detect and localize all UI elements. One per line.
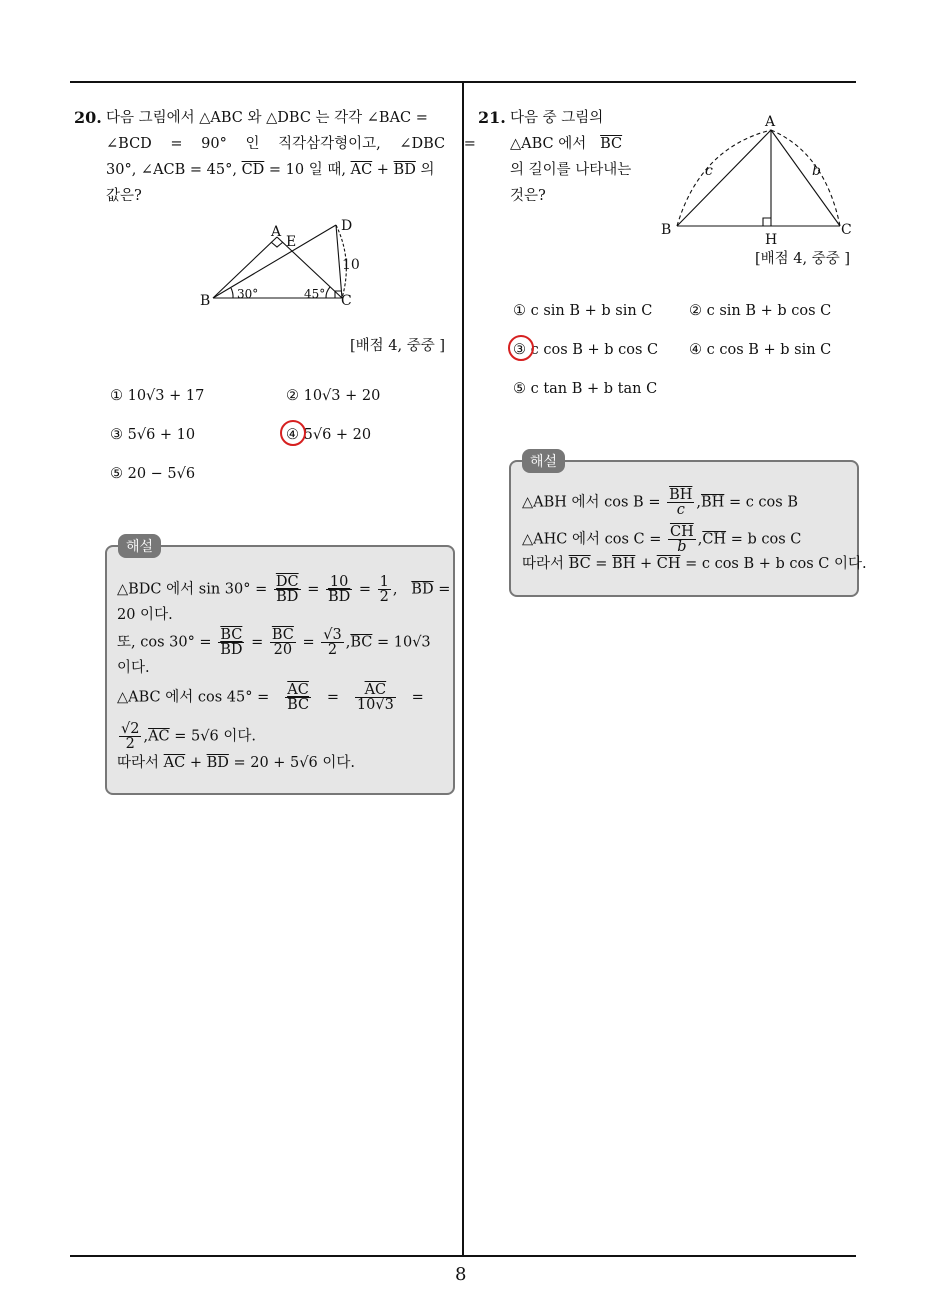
label-b: B <box>200 293 211 309</box>
q20-number: 20. <box>74 108 102 127</box>
label-b: B <box>661 222 672 238</box>
q20-score: [배점 4, 중중 ] <box>350 338 446 354</box>
q21-sol-line3 <box>522 551 867 577</box>
sol-text: △ABH 에서 cos B = <box>522 494 661 511</box>
fraction <box>321 628 343 657</box>
fraction-numerator: $\overline{BC}$ <box>271 627 294 643</box>
seg-bc: $\overline{BC}$ <box>568 556 591 572</box>
q20-sol-line3: 또, cos 30° = $\frac{\overline{BC}}{BD}$ = $\frac{\overline{BC}}{20}$ = $\frac{√3}{2}$ $,\overline{BC} = 10√3$ <box>117 627 431 658</box>
equals: = <box>438 581 451 598</box>
fraction-denominator: 10√3 <box>356 697 394 713</box>
fraction-numerator: $\overline{AC}$ <box>355 683 396 698</box>
sol-text: △AHC 에서 cos C = <box>522 531 662 548</box>
fraction-numerator: √2 <box>121 721 140 737</box>
fraction <box>274 575 301 604</box>
q20-choice-3[interactable]: ③ 5√6 + 10 <box>110 427 196 443</box>
q21-score: [배점 4, 중중 ] <box>755 251 851 267</box>
fraction-denominator: 2 <box>125 736 135 752</box>
fraction-denominator: 2 <box>379 589 389 605</box>
q21-number: 21. <box>478 108 506 127</box>
sol-text: = b cos C <box>730 531 802 548</box>
fraction-denominator: BD <box>220 642 243 658</box>
q20-sol-line7 <box>117 750 355 776</box>
q20-sol-line2: 20 이다. <box>117 607 173 623</box>
sol-text: 따라서 <box>117 755 160 771</box>
comma: , <box>392 581 398 598</box>
plus-sign: + <box>376 162 389 178</box>
seg-bd: $\overline{BD}$ <box>206 755 229 771</box>
q21-triangle-figure <box>655 108 860 248</box>
fraction <box>119 722 141 751</box>
fraction-denominator: 20 <box>273 642 293 658</box>
sol-text: = 10√3 <box>376 634 431 651</box>
page-number: 8 <box>455 1264 467 1285</box>
fraction-numerator: $\overline{DC}$ <box>275 574 299 590</box>
sol-text: △BDC 에서 sin 30° = <box>117 581 268 598</box>
q20-stem-line3-start: 30°, ∠ACB = 45°, <box>106 162 237 178</box>
seg-ac: $\overline{AC}$ <box>163 755 186 771</box>
q21-sol-line2: △AHC 에서 cos C = $\frac{\overline{CH}}{b}$ $,\overline{CH} = b$ cos C <box>522 524 802 555</box>
label-h: H <box>765 232 778 248</box>
fraction <box>378 575 391 604</box>
q21-choice-2[interactable]: ② c sin B + b cos C <box>689 303 832 319</box>
q20-choice-1[interactable]: ① 10√3 + 17 <box>110 388 205 404</box>
q20-stem-line2: ∠BCD = 90° 인 직각삼각형이고, ∠DBC = <box>106 136 476 152</box>
q21-stem-line2 <box>510 131 622 157</box>
fraction-numerator: $\overline{BH}$ <box>669 487 693 503</box>
fraction-numerator: $\overline{CH}$ <box>669 524 694 540</box>
plus-sign: + <box>639 556 653 572</box>
column-divider <box>462 81 464 1257</box>
q21-choice-4[interactable]: ④ c cos B + b sin C <box>689 342 832 358</box>
sol-text: = 20 + 5√6 이다. <box>233 755 355 771</box>
q21-solution-tag: 해설 <box>522 449 565 473</box>
label-c: C <box>341 293 352 309</box>
sol-text: △ABC 에서 cos 45° = <box>117 689 270 706</box>
equals: = <box>307 581 320 598</box>
fraction-numerator: √3 <box>323 627 342 643</box>
fraction-denominator: BD <box>276 589 299 605</box>
label-angle-45: 45° <box>304 287 326 301</box>
label-side-b: b <box>812 163 821 179</box>
sol-text: = c cos B + b cos C 이다. <box>685 556 867 572</box>
fraction-denominator: BD <box>327 589 351 605</box>
fraction-denominator: BC <box>287 697 310 713</box>
equals: = <box>595 556 608 572</box>
equals: = <box>358 581 372 598</box>
q20-sol-line1 <box>117 575 450 604</box>
q21-answer-mark <box>508 335 534 361</box>
label-e: E <box>286 234 297 250</box>
q20-stem-line4: 값은? <box>106 188 142 204</box>
q21-sol-line1: △ABH 에서 cos B = $\frac{\overline{BH}}{c}$ $,\overline{BH} = c$ cos B <box>522 487 798 518</box>
seg-ch: $\overline{CH}$ <box>702 531 727 548</box>
seg-bd: $\overline{BD}$ <box>411 581 434 598</box>
seg-ac: $\overline{AC}$ <box>350 162 373 178</box>
sol-text: 따라서 <box>522 556 565 572</box>
q20-solution-tag: 해설 <box>118 534 161 558</box>
q21-stem-line3: 의 길이를 나타내는 <box>510 162 632 178</box>
fraction <box>218 628 244 657</box>
fraction <box>355 683 396 712</box>
fraction-denominator: c <box>676 502 685 518</box>
q20-stem-line1: 다음 그림에서 △ABC 와 △DBC 는 각각 ∠BAC = <box>106 110 428 126</box>
q20-answer-mark <box>280 420 306 446</box>
q20-choice-2[interactable]: ② 10√3 + 20 <box>286 388 381 404</box>
seg-bh: $\overline{BH}$ <box>701 494 725 511</box>
plus-sign: + <box>189 755 202 771</box>
fraction-numerator: 10 <box>326 575 352 590</box>
fraction <box>270 628 296 657</box>
seg-ac: $\overline{AC}$ <box>148 728 170 745</box>
q21-choice-1[interactable]: ① c sin B + b sin C <box>513 303 653 319</box>
sol-text: = c cos B <box>728 494 798 511</box>
label-length-10: 10 <box>342 257 360 273</box>
label-angle-30: 30° <box>237 287 259 301</box>
fraction-numerator: 1 <box>379 574 389 590</box>
fraction-numerator: $\overline{BC}$ <box>218 628 244 643</box>
seg-bc: $\overline{BC}$ <box>600 136 623 152</box>
q21-stem-text: △ABC 에서 <box>510 136 587 152</box>
label-d: D <box>341 218 353 234</box>
q20-triangle-figure <box>195 215 365 315</box>
sol-text: 또, cos 30° = <box>117 634 212 651</box>
q21-choice-5[interactable]: ⑤ c tan B + b tan C <box>513 381 658 397</box>
q20-choice-4[interactable]: ④ 5√6 + 20 <box>286 427 372 443</box>
seg-cd: $\overline{CD}$ <box>241 162 265 178</box>
fraction <box>285 683 311 712</box>
q20-stem-line3 <box>106 157 434 183</box>
q20-stem-line3-end: 의 <box>420 162 435 178</box>
q20-stem-line3-rest: = 10 일 때, <box>268 162 346 178</box>
q21-stem-line4: 것은? <box>510 188 546 204</box>
label-side-c: c <box>705 163 713 179</box>
q21-stem-line1: 다음 중 그림의 <box>510 110 604 126</box>
q20-sol-line6: $\frac{√2}{2}$ $,\overline{AC} = 5√6$ 이다. <box>121 721 256 752</box>
q20-choice-5[interactable]: ⑤ 20 − 5√6 <box>110 466 196 482</box>
q20-sol-line5: △ABC 에서 cos 45° = $\frac{\overline{AC}}{BC}$ = $\frac{\overline{AC}}{10√3}$ = <box>117 682 424 713</box>
label-a: A <box>271 224 282 240</box>
label-c: C <box>841 222 852 238</box>
fraction <box>668 525 696 554</box>
fraction-numerator: $\overline{AC}$ <box>285 683 311 698</box>
seg-bd: $\overline{BD}$ <box>393 162 416 178</box>
seg-bh: $\overline{BH}$ <box>612 556 636 572</box>
bottom-rule <box>70 1255 856 1257</box>
fraction <box>667 488 694 517</box>
fraction-denominator: 2 <box>327 642 338 658</box>
q20-sol-line4: 이다. <box>117 660 150 676</box>
sol-text: = 5√6 이다. <box>174 728 256 745</box>
seg-ch: $\overline{CH}$ <box>656 556 681 572</box>
label-a: A <box>765 114 776 130</box>
seg-bc: $\overline{BC}$ <box>350 634 373 651</box>
q21-choice-3[interactable]: ③ c cos B + b cos C <box>513 342 659 358</box>
fraction-denominator: b <box>677 539 687 555</box>
fraction <box>326 575 352 604</box>
